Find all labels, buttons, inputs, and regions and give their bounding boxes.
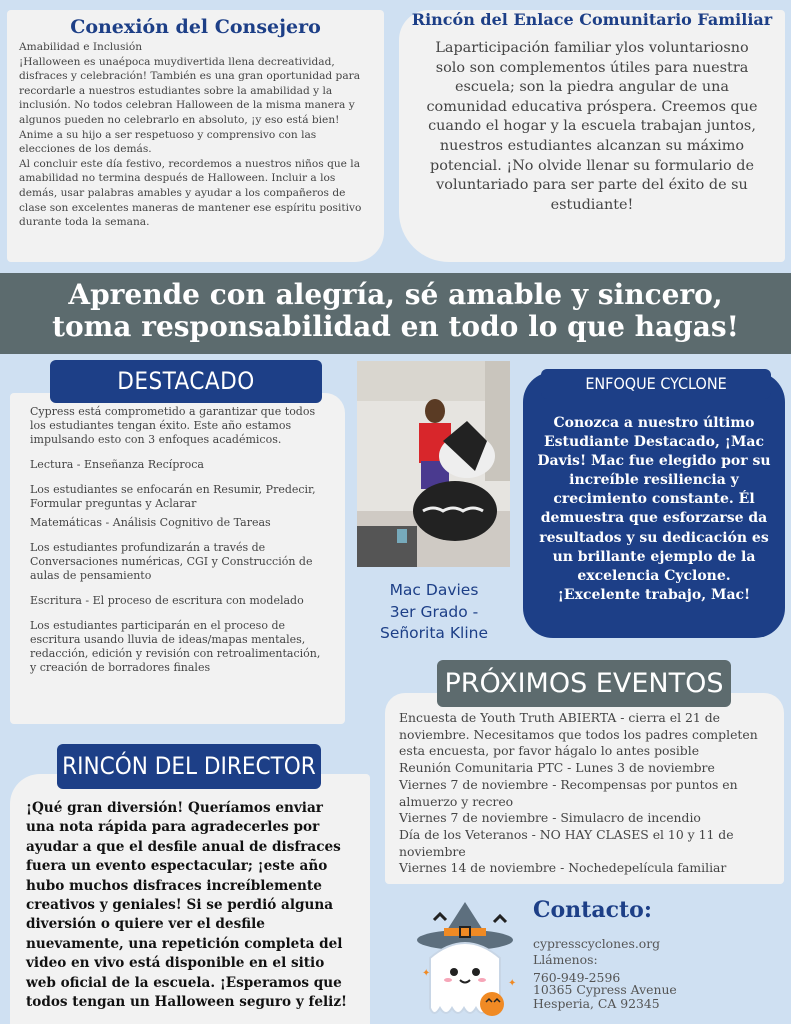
- liaison-line: cuando el hogar y la escuela trabajan juntos,: [428, 118, 756, 135]
- principal-card: [10, 774, 370, 1024]
- academic-highlight-card: [10, 393, 345, 724]
- counselor-line: elecciones de los demás.: [19, 143, 152, 156]
- event-item: Encuesta de Youth Truth ABIERTA - cierra el 21 de noviembre. Necesitamos que todos los padres completen esta encuesta, por favor hágalo lo antes posible: [399, 710, 758, 759]
- svg-text:✦: ✦: [422, 968, 431, 979]
- counselor-line: ¡Halloween es unaépoca muydivertida llena decreatividad,: [19, 55, 335, 68]
- liaison-line: Laparticipación familiar ylos voluntariosno: [435, 40, 749, 56]
- liaison-line: nuestros estudiantes alcanzan su máximo: [439, 137, 745, 154]
- math-description: Los estudiantes profundizarán a través de Conversaciones numéricas, CGI y Construcción de aulas de pensamiento: [30, 541, 313, 582]
- contact-website[interactable]: cypresscyclones.org: [533, 936, 661, 951]
- motto-banner: [0, 273, 791, 354]
- liaison-line: comunidad educativa próspera. Creemos que: [426, 98, 758, 115]
- ghost-witch-icon: [410, 898, 520, 1024]
- principal-body: ¡Qué gran diversión! Queríamos enviar una nota rápida para agradecerles por ayudar a que el desfile anual de disfraces fuera un evento espectacular; ¡este año hubo muchos disfraces increíblemente creativos y geniales! Si se perdió alguna diversión o quiere ver el desfile nuevamente, una repetición completa del video en vivo está disponible en el sitio web oficial de la escuela. ¡Esperamos que todos tengan un Halloween seguro y feliz!: [26, 800, 347, 1011]
- counselor-line: recordarle a nuestros estudiantes sobre la amabilidad y la: [19, 84, 333, 97]
- liaison-line: voluntariado para ser parte del éxito de su: [436, 177, 748, 194]
- contact-call-label: Llámenos:: [533, 952, 598, 967]
- family-liaison-title: Rincón del Enlace Comunitario Familiar: [411, 10, 773, 29]
- event-item: Viernes 7 de noviembre - Recompensas por puntos en almuerzo y recreo: [399, 776, 738, 809]
- event-item: Reunión Comunitaria PTC - Lunes 3 de noviembre: [399, 760, 715, 776]
- liaison-line: solo son complementos útiles para nuestra: [435, 59, 749, 76]
- svg-text:✦: ✦: [508, 978, 517, 989]
- counselor-line: Anime a su hijo a ser respetuoso y comprensivo con las: [19, 128, 317, 141]
- writing-heading: Escritura - El proceso de escritura con modelado: [30, 594, 304, 607]
- writing-description: Los estudiantes participarán en el proceso de escritura usando lluvia de ideas/mapas mentales, redacción, edición y revisión con retroalimentación, y creación de borradores finales: [30, 619, 321, 674]
- contact-info: [533, 936, 677, 1012]
- event-item: Día de los Veteranos - NO HAY CLASES el 10 y 11 de noviembre: [399, 826, 734, 859]
- contact-title: Contacto:: [533, 897, 652, 923]
- liaison-line: escuela; son la piedra angular de una: [455, 79, 729, 96]
- events-card: [385, 693, 784, 884]
- counselor-line: algunos pueden no celebrarlo en absoluto, ¡y eso está bien!: [19, 113, 340, 126]
- reading-heading: Lectura - Enseñanza Recíproca: [30, 458, 204, 471]
- student-teacher: Señorita Kline: [379, 624, 488, 642]
- counselor-title: Conexión del Consejero: [70, 16, 321, 38]
- student-caption: [360, 580, 508, 645]
- counselor-card: [7, 10, 384, 262]
- counselor-line: Amabilidad e Inclusión: [19, 41, 143, 53]
- counselor-line: inclusión. No todos celebran Halloween de la misma manera y: [19, 99, 355, 112]
- counselor-line: Al concluir este día festivo, recordemos a nuestros niños que la: [19, 157, 361, 170]
- counselor-body: [19, 40, 372, 230]
- family-liaison-card: [399, 10, 785, 262]
- principal-title: RINCÓN DEL DIRECTOR: [57, 744, 321, 789]
- student-name: Mac Davies: [389, 581, 479, 599]
- contact-phone[interactable]: 760-949-2596: [533, 970, 621, 985]
- math-heading: Matemáticas - Análisis Cognitivo de Tareas: [30, 516, 271, 529]
- contact-address-2: Hesperia, CA 92345: [533, 996, 660, 1011]
- liaison-line: estudiante!: [550, 196, 634, 213]
- student-photo: [357, 361, 510, 567]
- reading-description: Los estudiantes se enfocarán en Resumir, Predecir, Formular preguntas y Aclarar: [30, 483, 316, 510]
- counselor-line: durante toda la semana.: [19, 216, 150, 229]
- motto-line-2: toma responsabilidad en todo lo que hagas!: [52, 310, 739, 343]
- event-item: Viernes 7 de noviembre - Simulacro de incendio: [399, 810, 701, 826]
- family-liaison-body: [411, 39, 773, 215]
- counselor-line: demás, usar palabras amables y ayudar a los compañeros de: [19, 186, 346, 199]
- event-item: Viernes 14 de noviembre - Nochedepelícula familiar: [399, 860, 727, 876]
- cyclone-focus-title: ENFOQUE CYCLONE: [541, 369, 771, 399]
- counselor-line: disfraces y celebración! También es una gran oportunidad para: [19, 70, 361, 83]
- academic-highlight-title: DESTACADO: [50, 360, 322, 403]
- contact-address-1: 10365 Cypress Avenue: [533, 982, 677, 997]
- motto-line-1: Aprende con alegría, sé amable y sincero,: [68, 278, 723, 311]
- cyclone-focus-body: Conozca a nuestro último Estudiante Destacado, ¡Mac Davis! Mac fue elegido por su increíble resiliencia y crecimiento constante. Él demuestra que esforzarse da resultados y su dedicación es un brillante ejemplo de la excelencia Cyclone. ¡Excelente trabajo, Mac!: [537, 415, 771, 603]
- counselor-line: amabilidad no termina después de Halloween. Incluir a los: [19, 172, 336, 185]
- cyclone-focus-card: [523, 372, 785, 638]
- academic-intro: Cypress está comprometido a garantizar que todos los estudiantes tengan éxito. Este año estamos impulsando esto con 3 enfoques académicos.: [30, 405, 316, 446]
- student-grade: 3er Grado -: [389, 602, 479, 621]
- counselor-line: clase son excelentes maneras de mantener ese espíritu positivo: [19, 201, 362, 214]
- liaison-line: potencial. ¡No olvide llenar su formulario de: [429, 157, 754, 174]
- student-costume-image: [357, 361, 510, 567]
- events-title: PRÓXIMOS EVENTOS: [437, 660, 731, 707]
